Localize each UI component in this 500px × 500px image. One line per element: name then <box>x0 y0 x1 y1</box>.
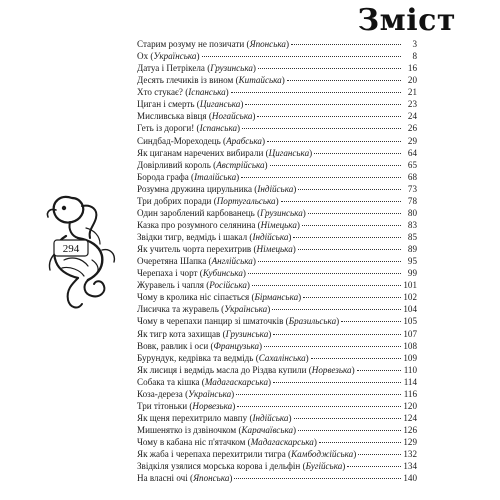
toc-entry-title: Як учитель чорта перехитрив (Німецька) <box>137 244 296 255</box>
dot-leader <box>303 297 401 298</box>
toc-page-number: 64 <box>407 147 417 158</box>
story-origin: Камбоджійська <box>291 449 354 460</box>
dot-leader <box>291 44 401 45</box>
dot-leader <box>237 406 401 407</box>
toc-entry[interactable] <box>137 267 417 279</box>
story-origin: Арабська <box>226 135 262 146</box>
story-title: Три добрих поради <box>137 195 212 206</box>
story-title: Один зароблений карбованець <box>137 207 255 218</box>
toc-entry[interactable] <box>137 472 417 484</box>
toc-entry[interactable] <box>137 243 417 255</box>
toc-entry[interactable] <box>137 436 417 448</box>
toc-page-number: 8 <box>412 51 417 62</box>
story-origin: Українська <box>224 304 268 315</box>
story-title: Чому в кролика ніс сіпається <box>137 292 250 303</box>
dot-leader <box>341 321 401 322</box>
toc-entry[interactable] <box>137 424 417 436</box>
story-title: Як лисиця і ведмідь масла до Різдва купили <box>137 364 307 375</box>
story-origin: Німецька <box>260 219 297 230</box>
toc-page-number: 105 <box>403 316 417 327</box>
toc-entry-title: Геть із дороги! (Іспанська) <box>137 123 241 134</box>
story-title: Циган і смерть <box>137 99 195 110</box>
dot-leader <box>294 418 401 419</box>
toc-entry[interactable] <box>137 135 417 147</box>
toc-entry[interactable] <box>137 303 417 315</box>
story-origin: Японська <box>249 39 286 49</box>
dot-leader <box>248 273 401 274</box>
toc-page-number: 126 <box>403 425 417 435</box>
toc-page-number: 102 <box>403 292 417 303</box>
toc-entry-title: Вовк, равлик і оси (Французька) <box>137 340 263 351</box>
story-title: Лисичка та журавель <box>137 304 219 315</box>
toc-entry[interactable] <box>137 159 417 171</box>
story-origin: Німецька <box>256 244 293 255</box>
story-origin: Сахалінська <box>258 352 306 363</box>
toc-entry-title: Казка про розумного селянина (Німецька) <box>137 219 300 230</box>
story-origin: Ногайська <box>211 111 253 122</box>
toc-page-number: 134 <box>403 461 417 472</box>
toc-entry-title: Хто стукає? (Іспанська) <box>137 87 229 98</box>
toc-entry[interactable] <box>137 255 417 267</box>
dot-leader <box>242 128 401 129</box>
story-origin: Італійська <box>194 171 237 182</box>
toc-page-number: 24 <box>407 111 417 122</box>
story-origin: Індійська <box>252 412 289 423</box>
story-origin: Грузинська <box>260 207 303 218</box>
story-title: Як учитель чорта перехитрив <box>137 244 252 255</box>
toc-entry-title: Собака та кішка (Мадагаскарська) <box>137 376 272 387</box>
toc-page-number: 109 <box>403 352 417 363</box>
page-title: Зміст <box>357 3 456 38</box>
story-origin: Кубинська <box>202 268 243 279</box>
toc-entry-title: Циган і смерть (Циганська) <box>137 99 244 110</box>
story-title: Чому в черепахи панцир зі шматочків <box>137 316 284 327</box>
toc-entry[interactable] <box>137 122 417 134</box>
story-title: Коза-дереза <box>137 388 183 399</box>
toc-entry[interactable] <box>137 388 417 400</box>
story-origin: Норвезька <box>192 400 233 411</box>
story-title: Як тигр кота захищав <box>137 328 221 339</box>
story-origin: Бразильська <box>288 316 337 327</box>
story-title: Старим розуму не позичати <box>137 39 245 49</box>
toc-entry-title: Звідки тигр, ведмідь і шакал (Індійська) <box>137 232 292 242</box>
dot-leader <box>258 68 401 69</box>
story-origin: Індійська <box>257 183 294 194</box>
toc-entry-title: Бурундук, кедрівка та ведмідь (Сахалінська) <box>137 352 309 363</box>
story-origin: Бугійська <box>305 461 343 472</box>
toc-entry[interactable] <box>137 207 417 219</box>
toc-page-number: 29 <box>407 135 417 146</box>
dot-leader <box>293 237 401 238</box>
toc-page-number: 73 <box>407 183 417 194</box>
toc-entry-title: Чому в кролика ніс сіпається (Бірманська) <box>137 292 302 303</box>
toc-page-number: 120 <box>403 400 417 411</box>
toc-page-number: 20 <box>407 75 417 86</box>
dot-leader <box>241 177 401 178</box>
toc-entry-title: На власні очі (Японська) <box>137 473 233 484</box>
toc-page-number: 110 <box>403 364 417 375</box>
dot-leader <box>270 165 401 166</box>
toc-entry-title: Журавель і чапля (Російська) <box>137 280 250 291</box>
toc-entry-title: Чому в черепахи панцир зі шматочків (Бразильська) <box>137 316 340 327</box>
story-origin: Португальська <box>216 195 276 206</box>
toc-page-number: 16 <box>407 63 417 74</box>
dot-leader <box>347 466 401 467</box>
toc-page-number: 101 <box>403 280 417 291</box>
toc-page-number: 23 <box>407 99 417 110</box>
story-title: Датуа і Петрікела <box>137 63 205 74</box>
story-title: Мисливська вівця <box>137 111 207 122</box>
story-origin: Грузинська <box>225 328 269 339</box>
toc-page-number: 85 <box>407 232 417 242</box>
dot-leader <box>314 153 401 154</box>
toc-entry-title: Старим розуму не позичати (Японська) <box>137 39 289 49</box>
story-title: Бурундук, кедрівка та ведмідь <box>137 352 254 363</box>
dot-leader <box>273 382 401 383</box>
toc-entry[interactable] <box>137 110 417 122</box>
story-origin: Індійська <box>252 232 289 242</box>
story-title: Як циганам наречених вибирали <box>137 147 264 158</box>
story-origin: Циганська <box>199 99 241 110</box>
story-title: Журавель і чапля <box>137 280 204 291</box>
story-origin: Іспанська <box>199 123 238 134</box>
toc-entry-title: Черепаха і чорт (Кубинська) <box>137 268 246 279</box>
story-title: Очеретяна Шапка <box>137 256 207 267</box>
story-title: Ох <box>137 51 149 62</box>
toc-entry-title: Розумна дружина цирульника (Індійська) <box>137 183 297 194</box>
story-title: Розумна дружина цирульника <box>137 183 252 194</box>
story-title: Як щеня перехитрило мавпу <box>137 412 248 423</box>
story-title: Звідкіля узялися морська корова і дельфін <box>137 461 301 472</box>
toc-entry[interactable] <box>137 412 417 424</box>
toc-entry-title: Чому в кабана ніс п'ятачком (Мадагаскарська) <box>137 437 317 448</box>
toc-page-number: 3 <box>412 39 417 49</box>
story-origin: Японська <box>193 473 230 484</box>
story-origin: Українська <box>188 388 232 399</box>
toc-entry-title: Лисичка та журавель (Українська) <box>137 304 271 315</box>
toc-entry[interactable] <box>137 50 417 62</box>
toc-page-number: 78 <box>407 195 417 206</box>
toc-entry-title: Один зароблений карбованець (Грузинська) <box>137 207 306 218</box>
toc-entry[interactable] <box>137 376 417 388</box>
story-origin: Мадагаскарська <box>204 376 268 387</box>
toc-entry[interactable] <box>137 86 417 98</box>
toc-page-number: 116 <box>403 388 417 399</box>
dot-leader <box>234 478 401 479</box>
toc-page-number: 124 <box>403 412 417 423</box>
toc-entry-title: Як щеня перехитрило мавпу (Індійська) <box>137 412 292 423</box>
story-origin: Українська <box>153 51 197 62</box>
toc-entry[interactable] <box>137 195 417 207</box>
toc-entry-title: Коза-дереза (Українська) <box>137 388 235 399</box>
story-origin: Мадагаскарська <box>250 437 314 448</box>
story-origin: Російська <box>209 280 247 291</box>
story-origin: Карачаївська <box>241 425 294 435</box>
dot-leader <box>308 213 401 214</box>
dot-leader <box>358 454 401 455</box>
dot-leader <box>311 358 401 359</box>
toc-entry[interactable] <box>137 171 417 183</box>
toc-entry-title: Звідкіля узялися морська корова і дельфін (Бугійська) <box>137 461 346 472</box>
dot-leader <box>319 442 401 443</box>
toc-entry[interactable] <box>137 183 417 195</box>
toc-entry[interactable] <box>137 448 417 460</box>
toc-entry-title: Три добрих поради (Португальська) <box>137 195 279 206</box>
story-title: Як жаба і черепаха перехитрили тигра <box>137 449 286 460</box>
toc-entry-title: Як тигр кота захищав (Грузинська) <box>137 328 272 339</box>
toc-page-number: 129 <box>403 437 417 448</box>
story-title: Казка про розумного селянина <box>137 219 256 230</box>
toc-entry[interactable] <box>137 364 417 376</box>
page-number: 294 <box>62 243 80 255</box>
story-title: Довірливий король <box>137 159 211 170</box>
story-origin: Іспанська <box>188 87 226 98</box>
toc-entry-title: Як лисиця і ведмідь масла до Різдва купили (Норвезька) <box>137 364 355 375</box>
toc-entry-title: Довірливий король (Австрійська) <box>137 159 268 170</box>
dot-leader <box>272 309 401 310</box>
toc-page-number: 107 <box>403 328 417 339</box>
toc-entry[interactable] <box>137 340 417 352</box>
story-title: Геть із дороги! <box>137 123 195 134</box>
toc-page-number: 68 <box>407 171 417 182</box>
story-title: Черепаха і чорт <box>137 268 198 279</box>
story-title: Собака та кішка <box>137 376 200 387</box>
toc-entry-title: Очеретяна Шапка (Англійська) <box>137 256 256 267</box>
dot-leader <box>252 285 401 286</box>
toc-page-number: 83 <box>407 219 417 230</box>
toc-entry-title: Мишенятко із дзвіночком (Карачаївська) <box>137 425 297 435</box>
toc-page-number: 65 <box>407 159 417 170</box>
dot-leader <box>257 116 401 117</box>
story-title: Мишенятко із дзвіночком <box>137 425 237 435</box>
story-origin: Норвезька <box>311 364 352 375</box>
dot-leader <box>287 80 401 81</box>
dot-leader <box>202 56 402 57</box>
toc-entry-title: Як жаба і черепаха перехитрили тигра (Камбоджійська) <box>137 449 357 460</box>
toc-entry-title: Синдбад-Мореходець (Арабська) <box>137 135 265 146</box>
toc-entry-title: Мисливська вівця (Ногайська) <box>137 111 256 122</box>
dot-leader <box>236 394 401 395</box>
toc-entry-title: Ох (Українська) <box>137 51 200 62</box>
toc-entry-title: Десять глечиків із вином (Китайська) <box>137 75 285 86</box>
toc-page-number: 114 <box>403 376 417 387</box>
story-title: Вовк, равлик і оси <box>137 340 209 351</box>
dot-leader <box>281 201 401 202</box>
dot-leader <box>258 261 401 262</box>
toc-entry[interactable] <box>137 38 417 50</box>
toc-page-number: 26 <box>407 123 417 134</box>
toc-page-number: 140 <box>403 473 417 484</box>
dot-leader <box>298 249 401 250</box>
toc-entry[interactable] <box>137 231 417 243</box>
toc-entry[interactable] <box>137 352 417 364</box>
dot-leader <box>298 430 401 431</box>
story-origin: Англійська <box>211 256 253 267</box>
dot-leader <box>231 92 401 93</box>
table-of-contents <box>137 38 417 484</box>
toc-entry-title: Як циганам наречених вибирали (Циганська) <box>137 147 313 158</box>
toc-entry[interactable] <box>137 291 417 303</box>
dot-leader <box>267 141 401 142</box>
dot-leader <box>273 334 401 335</box>
toc-entry[interactable] <box>137 219 417 231</box>
toc-page-number: 95 <box>407 256 417 267</box>
toc-page-number: 108 <box>403 340 417 351</box>
toc-entry[interactable] <box>137 62 417 74</box>
toc-entry[interactable] <box>137 328 417 340</box>
dot-leader <box>245 104 401 105</box>
story-origin: Австрійська <box>216 159 265 170</box>
toc-entry-title: Датуа і Петрікела (Грузинська) <box>137 63 256 74</box>
toc-entry[interactable] <box>137 400 417 412</box>
story-origin: Грузинська <box>210 63 253 74</box>
toc-entry[interactable] <box>137 147 417 159</box>
story-origin: Китайська <box>238 75 282 86</box>
toc-entry[interactable] <box>137 460 417 472</box>
dot-leader <box>357 370 401 371</box>
story-origin: Бірманська <box>254 292 299 303</box>
dot-leader <box>302 225 401 226</box>
seahorse-emblem-icon <box>42 190 124 316</box>
dot-leader <box>264 346 401 347</box>
toc-entry-title: Борода графа (Італійська) <box>137 171 240 182</box>
story-title: Хто стукає? <box>137 87 183 98</box>
toc-page-number: 104 <box>403 304 417 315</box>
toc-entry-title: Три тітоньки (Норвезька) <box>137 400 236 411</box>
story-title: Звідки тигр, ведмідь і шакал <box>137 232 248 242</box>
toc-page-number: 21 <box>407 87 417 98</box>
toc-entry[interactable] <box>137 279 417 291</box>
toc-page-number: 80 <box>407 207 417 218</box>
toc-page-number: 132 <box>403 449 417 460</box>
toc-entry[interactable] <box>137 74 417 86</box>
toc-page-number: 89 <box>407 244 417 255</box>
dot-leader <box>298 189 401 190</box>
story-title: Синдбад-Мореходець <box>137 135 221 146</box>
story-title: На власні очі <box>137 473 188 484</box>
story-origin: Французька <box>213 340 260 351</box>
story-title: Чому в кабана ніс п'ятачком <box>137 437 246 448</box>
story-title: Десять глечиків із вином <box>137 75 234 86</box>
story-origin: Циганська <box>268 147 310 158</box>
toc-entry[interactable] <box>137 315 417 327</box>
toc-entry[interactable] <box>137 98 417 110</box>
story-title: Борода графа <box>137 171 189 182</box>
toc-page-number: 99 <box>407 268 417 279</box>
story-title: Три тітоньки <box>137 400 188 411</box>
